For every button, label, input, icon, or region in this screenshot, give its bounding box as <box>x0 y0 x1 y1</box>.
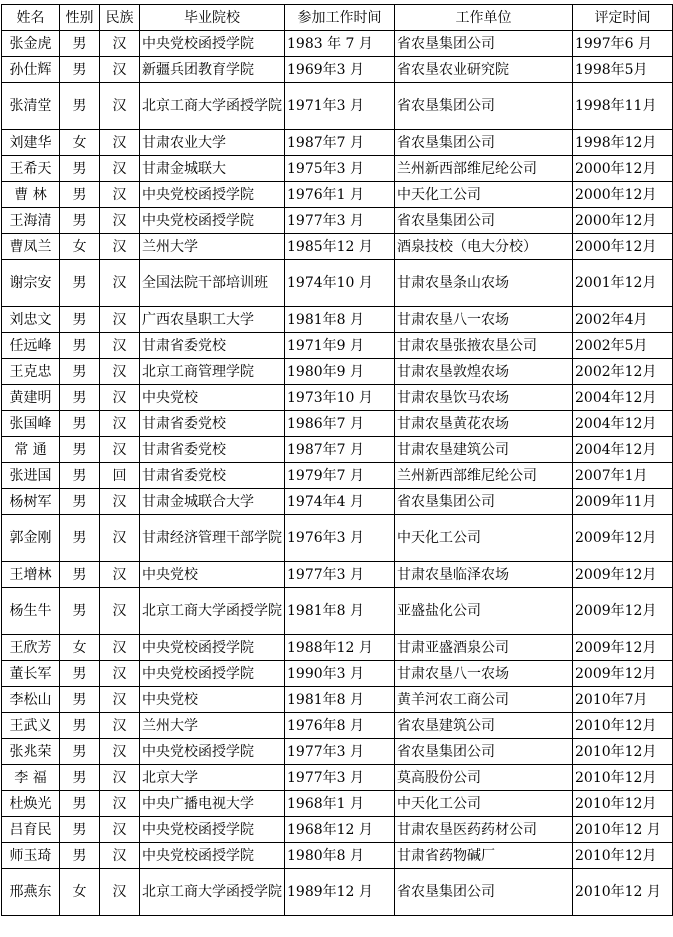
cell-review-date: 2002年5月 <box>573 333 673 359</box>
cell-employer: 甘肃农垦临泽农场 <box>395 562 573 588</box>
cell-employer: 省农垦集团公司 <box>395 31 573 57</box>
cell-ethnicity: 汉 <box>100 156 140 182</box>
cell-gender: 男 <box>60 182 100 208</box>
cell-ethnicity: 汉 <box>100 791 140 817</box>
cell-ethnicity: 汉 <box>100 333 140 359</box>
cell-name: 张兆荣 <box>2 739 60 765</box>
cell-name: 曹 林 <box>2 182 60 208</box>
cell-ethnicity: 汉 <box>100 260 140 307</box>
cell-employer: 黄羊河农工商公司 <box>395 687 573 713</box>
cell-school: 甘肃省委党校 <box>140 437 285 463</box>
cell-school: 中央党校函授学院 <box>140 635 285 661</box>
cell-ethnicity: 汉 <box>100 661 140 687</box>
header-ethnicity: 民族 <box>100 5 140 31</box>
cell-ethnicity: 汉 <box>100 208 140 234</box>
table-row <box>2 489 673 515</box>
cell-gender: 女 <box>60 130 100 156</box>
table-row <box>2 234 673 260</box>
cell-ethnicity: 回 <box>100 463 140 489</box>
cell-school: 中央党校函授学院 <box>140 817 285 843</box>
cell-work-start: 1973年10 月 <box>285 385 395 411</box>
cell-school: 中央广播电视大学 <box>140 791 285 817</box>
cell-gender: 男 <box>60 31 100 57</box>
table-row <box>2 739 673 765</box>
cell-work-start: 1977年3 月 <box>285 562 395 588</box>
cell-review-date: 2004年12月 <box>573 411 673 437</box>
cell-gender: 男 <box>60 687 100 713</box>
cell-ethnicity: 汉 <box>100 588 140 635</box>
cell-ethnicity: 汉 <box>100 130 140 156</box>
cell-review-date: 2010年12 月 <box>573 817 673 843</box>
cell-name: 吕育民 <box>2 817 60 843</box>
cell-employer: 酒泉技校（电大分校） <box>395 234 573 260</box>
cell-gender: 男 <box>60 765 100 791</box>
cell-employer: 甘肃农垦张掖农垦公司 <box>395 333 573 359</box>
cell-school: 兰州大学 <box>140 234 285 260</box>
cell-ethnicity: 汉 <box>100 307 140 333</box>
table-row <box>2 687 673 713</box>
cell-name: 王海清 <box>2 208 60 234</box>
cell-review-date: 2007年1月 <box>573 463 673 489</box>
cell-school: 中央党校 <box>140 562 285 588</box>
cell-review-date: 2002年4月 <box>573 307 673 333</box>
cell-school: 中央党校函授学院 <box>140 661 285 687</box>
cell-review-date: 2002年12月 <box>573 359 673 385</box>
cell-employer: 省农垦建筑公司 <box>395 713 573 739</box>
cell-school: 中央党校函授学院 <box>140 208 285 234</box>
cell-employer: 甘肃农垦建筑公司 <box>395 437 573 463</box>
cell-gender: 男 <box>60 385 100 411</box>
cell-gender: 男 <box>60 57 100 83</box>
cell-employer: 亚盛盐化公司 <box>395 588 573 635</box>
cell-work-start: 1985年12 月 <box>285 234 395 260</box>
cell-gender: 男 <box>60 791 100 817</box>
cell-work-start: 1986年7 月 <box>285 411 395 437</box>
cell-ethnicity: 汉 <box>100 765 140 791</box>
cell-gender: 男 <box>60 843 100 869</box>
cell-name: 张金虎 <box>2 31 60 57</box>
cell-employer: 省农垦集团公司 <box>395 130 573 156</box>
cell-name: 郭金刚 <box>2 515 60 562</box>
table-row <box>2 661 673 687</box>
cell-school: 北京大学 <box>140 765 285 791</box>
cell-employer: 兰州新西部维尼纶公司 <box>395 156 573 182</box>
cell-review-date: 2004年12月 <box>573 385 673 411</box>
cell-gender: 男 <box>60 463 100 489</box>
cell-employer: 兰州新西部维尼纶公司 <box>395 463 573 489</box>
cell-review-date: 2010年7月 <box>573 687 673 713</box>
cell-school: 甘肃金城联大 <box>140 156 285 182</box>
cell-school: 甘肃金城联合大学 <box>140 489 285 515</box>
cell-name: 董长军 <box>2 661 60 687</box>
table-row <box>2 817 673 843</box>
cell-employer: 中天化工公司 <box>395 791 573 817</box>
cell-gender: 男 <box>60 489 100 515</box>
cell-employer: 省农垦集团公司 <box>395 83 573 130</box>
cell-review-date: 2001年12月 <box>573 260 673 307</box>
cell-work-start: 1974年4 月 <box>285 489 395 515</box>
cell-employer: 省农垦集团公司 <box>395 208 573 234</box>
cell-work-start: 1980年9 月 <box>285 359 395 385</box>
header-employer: 工作单位 <box>395 5 573 31</box>
cell-gender: 女 <box>60 635 100 661</box>
cell-school: 中央党校函授学院 <box>140 843 285 869</box>
cell-school: 甘肃农业大学 <box>140 130 285 156</box>
cell-name: 常 通 <box>2 437 60 463</box>
cell-work-start: 1980年8 月 <box>285 843 395 869</box>
cell-review-date: 2009年12月 <box>573 635 673 661</box>
cell-ethnicity: 汉 <box>100 817 140 843</box>
cell-ethnicity: 汉 <box>100 843 140 869</box>
cell-review-date: 2010年12月 <box>573 765 673 791</box>
cell-gender: 男 <box>60 156 100 182</box>
cell-gender: 男 <box>60 307 100 333</box>
cell-ethnicity: 汉 <box>100 687 140 713</box>
cell-school: 北京工商管理学院 <box>140 359 285 385</box>
cell-review-date: 2000年12月 <box>573 156 673 182</box>
cell-ethnicity: 汉 <box>100 234 140 260</box>
cell-review-date: 1998年5月 <box>573 57 673 83</box>
cell-gender: 男 <box>60 713 100 739</box>
cell-employer: 甘肃农垦黄花农场 <box>395 411 573 437</box>
cell-work-start: 1977年3 月 <box>285 739 395 765</box>
cell-gender: 男 <box>60 260 100 307</box>
cell-ethnicity: 汉 <box>100 869 140 916</box>
cell-work-start: 1989年12 月 <box>285 869 395 916</box>
cell-ethnicity: 汉 <box>100 489 140 515</box>
cell-ethnicity: 汉 <box>100 411 140 437</box>
cell-employer: 甘肃农垦八一农场 <box>395 307 573 333</box>
table-row <box>2 359 673 385</box>
table-row <box>2 208 673 234</box>
table-row <box>2 385 673 411</box>
cell-name: 孙仕辉 <box>2 57 60 83</box>
cell-work-start: 1968年12 月 <box>285 817 395 843</box>
cell-review-date: 2000年12月 <box>573 208 673 234</box>
cell-school: 中央党校 <box>140 687 285 713</box>
table-row <box>2 843 673 869</box>
cell-school: 北京工商大学函授学院 <box>140 869 285 916</box>
cell-gender: 男 <box>60 588 100 635</box>
cell-name: 张清堂 <box>2 83 60 130</box>
cell-review-date: 1997年6 月 <box>573 31 673 57</box>
table-row <box>2 635 673 661</box>
cell-name: 王武义 <box>2 713 60 739</box>
cell-ethnicity: 汉 <box>100 515 140 562</box>
cell-work-start: 1977年3 月 <box>285 208 395 234</box>
cell-work-start: 1990年3 月 <box>285 661 395 687</box>
cell-employer: 甘肃农垦饮马农场 <box>395 385 573 411</box>
cell-school: 中央党校函授学院 <box>140 739 285 765</box>
cell-review-date: 2009年12月 <box>573 661 673 687</box>
cell-school: 甘肃省委党校 <box>140 463 285 489</box>
cell-gender: 男 <box>60 83 100 130</box>
cell-review-date: 2004年12月 <box>573 437 673 463</box>
cell-gender: 男 <box>60 411 100 437</box>
cell-work-start: 1983 年 7 月 <box>285 31 395 57</box>
cell-gender: 男 <box>60 208 100 234</box>
cell-work-start: 1988年12 月 <box>285 635 395 661</box>
table-header-row <box>2 5 673 31</box>
cell-school: 甘肃省委党校 <box>140 411 285 437</box>
cell-school: 北京工商大学函授学院 <box>140 83 285 130</box>
cell-review-date: 2009年12月 <box>573 588 673 635</box>
cell-employer: 甘肃亚盛酒泉公司 <box>395 635 573 661</box>
table-row <box>2 307 673 333</box>
table-row <box>2 260 673 307</box>
cell-name: 李松山 <box>2 687 60 713</box>
cell-employer: 省农垦集团公司 <box>395 489 573 515</box>
table-row <box>2 57 673 83</box>
cell-ethnicity: 汉 <box>100 385 140 411</box>
cell-name: 师玉琦 <box>2 843 60 869</box>
cell-review-date: 2009年12月 <box>573 562 673 588</box>
cell-review-date: 2000年12月 <box>573 182 673 208</box>
cell-gender: 男 <box>60 817 100 843</box>
header-review-date: 评定时间 <box>573 5 673 31</box>
cell-gender: 男 <box>60 333 100 359</box>
cell-work-start: 1976年3 月 <box>285 515 395 562</box>
table-row <box>2 182 673 208</box>
cell-work-start: 1981年8 月 <box>285 307 395 333</box>
table-row <box>2 869 673 916</box>
table-row <box>2 31 673 57</box>
cell-gender: 女 <box>60 869 100 916</box>
cell-employer: 中天化工公司 <box>395 515 573 562</box>
cell-review-date: 2010年12月 <box>573 843 673 869</box>
cell-ethnicity: 汉 <box>100 437 140 463</box>
cell-work-start: 1977年3 月 <box>285 765 395 791</box>
cell-name: 王增林 <box>2 562 60 588</box>
header-school: 毕业院校 <box>140 5 285 31</box>
cell-work-start: 1975年3 月 <box>285 156 395 182</box>
cell-work-start: 1971年3 月 <box>285 83 395 130</box>
cell-name: 杜焕光 <box>2 791 60 817</box>
cell-work-start: 1979年7 月 <box>285 463 395 489</box>
cell-name: 张国峰 <box>2 411 60 437</box>
cell-name: 李 福 <box>2 765 60 791</box>
cell-school: 甘肃省委党校 <box>140 333 285 359</box>
cell-work-start: 1976年1 月 <box>285 182 395 208</box>
cell-employer: 甘肃农垦八一农场 <box>395 661 573 687</box>
header-name: 姓名 <box>2 5 60 31</box>
cell-employer: 省农垦农业研究院 <box>395 57 573 83</box>
cell-name: 曹凤兰 <box>2 234 60 260</box>
cell-ethnicity: 汉 <box>100 635 140 661</box>
table-row <box>2 333 673 359</box>
cell-gender: 男 <box>60 359 100 385</box>
cell-name: 任远峰 <box>2 333 60 359</box>
cell-employer: 甘肃农垦条山农场 <box>395 260 573 307</box>
cell-review-date: 2000年12月 <box>573 234 673 260</box>
cell-school: 广西农垦职工大学 <box>140 307 285 333</box>
cell-work-start: 1968年1 月 <box>285 791 395 817</box>
cell-review-date: 1998年12月 <box>573 130 673 156</box>
cell-school: 北京工商大学函授学院 <box>140 588 285 635</box>
cell-name: 王欣芳 <box>2 635 60 661</box>
cell-school: 全国法院干部培训班 <box>140 260 285 307</box>
table-row <box>2 713 673 739</box>
cell-ethnicity: 汉 <box>100 31 140 57</box>
header-work-start: 参加工作时间 <box>285 5 395 31</box>
cell-employer: 甘肃农垦敦煌农场 <box>395 359 573 385</box>
cell-work-start: 1974年10 月 <box>285 260 395 307</box>
cell-employer: 莫高股份公司 <box>395 765 573 791</box>
cell-name: 王克忠 <box>2 359 60 385</box>
cell-gender: 男 <box>60 661 100 687</box>
cell-review-date: 2010年12 月 <box>573 869 673 916</box>
cell-employer: 甘肃省药物碱厂 <box>395 843 573 869</box>
cell-work-start: 1971年9 月 <box>285 333 395 359</box>
table-row <box>2 562 673 588</box>
cell-ethnicity: 汉 <box>100 182 140 208</box>
cell-ethnicity: 汉 <box>100 359 140 385</box>
cell-name: 谢宗安 <box>2 260 60 307</box>
personnel-table <box>1 4 673 916</box>
table-row <box>2 588 673 635</box>
cell-employer: 省农垦集团公司 <box>395 739 573 765</box>
cell-name: 王希天 <box>2 156 60 182</box>
cell-gender: 男 <box>60 437 100 463</box>
cell-review-date: 2010年12月 <box>573 791 673 817</box>
cell-review-date: 2010年12月 <box>573 739 673 765</box>
cell-name: 刘忠文 <box>2 307 60 333</box>
cell-work-start: 1987年7 月 <box>285 437 395 463</box>
cell-work-start: 1987年7 月 <box>285 130 395 156</box>
cell-name: 刘建华 <box>2 130 60 156</box>
cell-employer: 中天化工公司 <box>395 182 573 208</box>
cell-ethnicity: 汉 <box>100 739 140 765</box>
table-row <box>2 791 673 817</box>
cell-work-start: 1976年8 月 <box>285 713 395 739</box>
cell-name: 张进国 <box>2 463 60 489</box>
table-row <box>2 83 673 130</box>
cell-gender: 男 <box>60 515 100 562</box>
cell-name: 邢燕东 <box>2 869 60 916</box>
cell-review-date: 2010年12月 <box>573 713 673 739</box>
cell-name: 黄建明 <box>2 385 60 411</box>
cell-employer: 甘肃农垦医药药材公司 <box>395 817 573 843</box>
table-row <box>2 515 673 562</box>
cell-ethnicity: 汉 <box>100 83 140 130</box>
cell-review-date: 2009年12月 <box>573 515 673 562</box>
cell-school: 中央党校函授学院 <box>140 182 285 208</box>
cell-gender: 男 <box>60 739 100 765</box>
table-row <box>2 130 673 156</box>
cell-school: 新疆兵团教育学院 <box>140 57 285 83</box>
cell-school: 甘肃经济管理干部学院 <box>140 515 285 562</box>
cell-school: 中央党校 <box>140 385 285 411</box>
cell-ethnicity: 汉 <box>100 713 140 739</box>
table-row <box>2 765 673 791</box>
table-body <box>2 31 673 916</box>
cell-gender: 女 <box>60 234 100 260</box>
cell-gender: 男 <box>60 562 100 588</box>
cell-review-date: 1998年11月 <box>573 83 673 130</box>
cell-work-start: 1969年3 月 <box>285 57 395 83</box>
cell-school: 兰州大学 <box>140 713 285 739</box>
table-row <box>2 463 673 489</box>
cell-employer: 省农垦集团公司 <box>395 869 573 916</box>
table-row <box>2 411 673 437</box>
table-row <box>2 437 673 463</box>
table-row <box>2 156 673 182</box>
cell-work-start: 1981年8 月 <box>285 588 395 635</box>
cell-name: 杨树军 <box>2 489 60 515</box>
cell-name: 杨生牛 <box>2 588 60 635</box>
cell-school: 中央党校函授学院 <box>140 31 285 57</box>
cell-ethnicity: 汉 <box>100 562 140 588</box>
cell-review-date: 2009年11月 <box>573 489 673 515</box>
cell-ethnicity: 汉 <box>100 57 140 83</box>
header-gender: 性别 <box>60 5 100 31</box>
cell-work-start: 1981年8 月 <box>285 687 395 713</box>
